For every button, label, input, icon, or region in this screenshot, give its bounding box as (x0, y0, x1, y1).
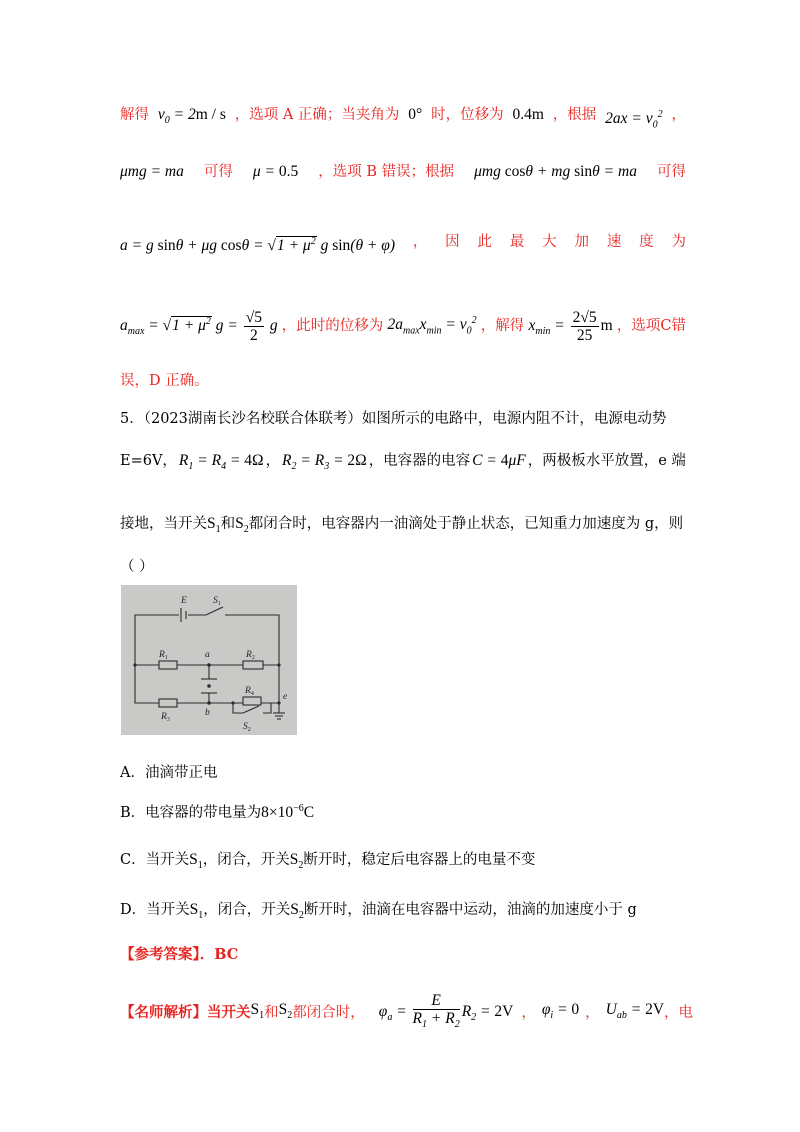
solution-line-2: μmg = ma 可得 μ = 0.5 ，选项 B 错误；根据 μmg cosθ + mg sinθ = ma 可得 (120, 161, 686, 183)
label-E: E (181, 596, 187, 606)
symbol-s1: $S_1$ (189, 851, 203, 872)
formula-2amax-xmin: $2a_{max}x_{min} = v_0^2$ (387, 314, 477, 337)
formula-v0: $v_0 = 2m / s$ (157, 106, 226, 127)
label-R4: $R_4$ (245, 686, 254, 697)
formula-mu: μ = 0.5 (252, 163, 299, 180)
label-b: b (205, 708, 210, 718)
symbol-s1: $S_1$ (207, 515, 221, 536)
label-R1: $R_1$ (159, 650, 168, 661)
question-line-3: 接地，当开关$S_1$和$S_2$都闭合时，电容器内一油滴处于静止状态，已知重力加速度为 g，则 (120, 515, 684, 536)
symbol-s2: $S_2$ (289, 851, 304, 872)
question-intro: 5．（2023湖南长沙名校联合体联考）如图所示的电路中，电源内阻不计，电源电动势 (120, 411, 667, 427)
solution-line-4: $a_{max} = √1 + \mu^2$ g = $\frac{√5}{2}$ g ，此时的位移为 $2a_{max}x_{min} = v_0^2$ ，解得 $x_{min}$ = $\frac{2√5}{25}$ m ，选项C错 (120, 308, 686, 344)
oil-drop (207, 684, 211, 688)
formula-angle-zero: 0° (408, 106, 423, 123)
solution-line-5: 误，D 正确。 (120, 373, 209, 389)
formula-acceleration: a = g sinθ + μg $\cos\theta = √1 + \mu^2$ g sin(θ + φ) (120, 236, 396, 255)
formula-phi-a: $\varphi_a$ = $\frac{E}{R_1 + R_2}$ $R_2 = 2V$ (378, 992, 514, 1031)
option-d: D．当开关$S_1$，闭合，开关$S_2$断开时，油滴在电容器中运动，油滴的加速度小于 g (120, 901, 637, 922)
formula-force-balance: μmg cosθ + mg sinθ = ma (474, 163, 637, 180)
symbol-s2: $S_2$ (235, 515, 249, 536)
symbol-s2: $S_2$ (278, 1000, 293, 1022)
formula-umg-ma: μmg = ma (120, 163, 184, 180)
option-c: C．当开关$S_1$，闭合，开关$S_2$断开时，稳定后电容器上的电量不变 (120, 851, 536, 872)
question-line-2: E=6V， $R_1 = R_4 = 4\Omega$ ， $R_2 = R_3 = 2\Omega$ ，电容器的电容 C = 4μF ，两极板水平放置，e 端 (120, 450, 686, 478)
formula-r2-r3: $R_2 = R_3 = 2\Omega$ (282, 452, 367, 473)
formula-displacement: 0.4m (512, 106, 544, 123)
symbol-s2: $S_2$ (290, 901, 304, 922)
formula-uab: $U_{ab} = 2V$ (605, 1000, 665, 1022)
symbol-s1: $S_1$ (189, 901, 204, 922)
analysis-line: 【名师解析】当开关 $S_1$ 和 $S_2$ 都闭合时， $\varphi_a$ = $\frac{E}{R_1 + R_2}$ $R_2 = 2V$ ， $\varphi_i = 0$ ， $U_{ab} = 2V$ ，电 (120, 993, 686, 1033)
label-R3: $R_3$ (161, 712, 170, 723)
formula-r1-r4: $R_1 = R_4 = 4\Omega$ (178, 452, 264, 473)
label-e: e (283, 692, 288, 702)
formula-xmin: $x_{min}$ = $\frac{2√5}{25}$ m (528, 308, 613, 344)
label-R2: $R_2$ (246, 650, 255, 661)
reference-answer: 【参考答案】．BC (120, 946, 239, 963)
formula-2ax: $2ax = v_0^2$ (605, 109, 663, 131)
question-paren: （ ） (120, 559, 154, 575)
circuit-diagram (121, 585, 297, 735)
label-S2: $S_2$ (243, 722, 251, 733)
option-b: B．电容器的带电量为$8\times 10^{-6}C$ (120, 803, 315, 822)
formula-charge: $8\times 10^{-6}C$ (261, 803, 315, 822)
label-a: a (205, 650, 210, 660)
formula-phi-i: $\varphi_i = 0$ (541, 1000, 580, 1022)
label-S1: $S_1$ (213, 596, 221, 607)
symbol-s1: $S_1$ (250, 1000, 265, 1022)
option-a: A．油滴带正电 (120, 765, 218, 781)
formula-capacitance: C = 4μF (472, 452, 526, 469)
solution-line-1: 解得 $v_0 = 2m / s$ ，选项 A 正确；当夹角为 0° 时，位移为 0.4m ，根据 $2ax = v_0^2$ ， (120, 104, 686, 136)
solution-line-3: a = g sinθ + μg $\cos\theta = √1 + \mu^2$ g sin(θ + φ) ， 因 此 最 大 加 速 度 为 (120, 231, 686, 257)
formula-amax: $a_{max} = √1 + \mu^2$ g = $\frac{√5}{2}$ g (120, 308, 278, 344)
